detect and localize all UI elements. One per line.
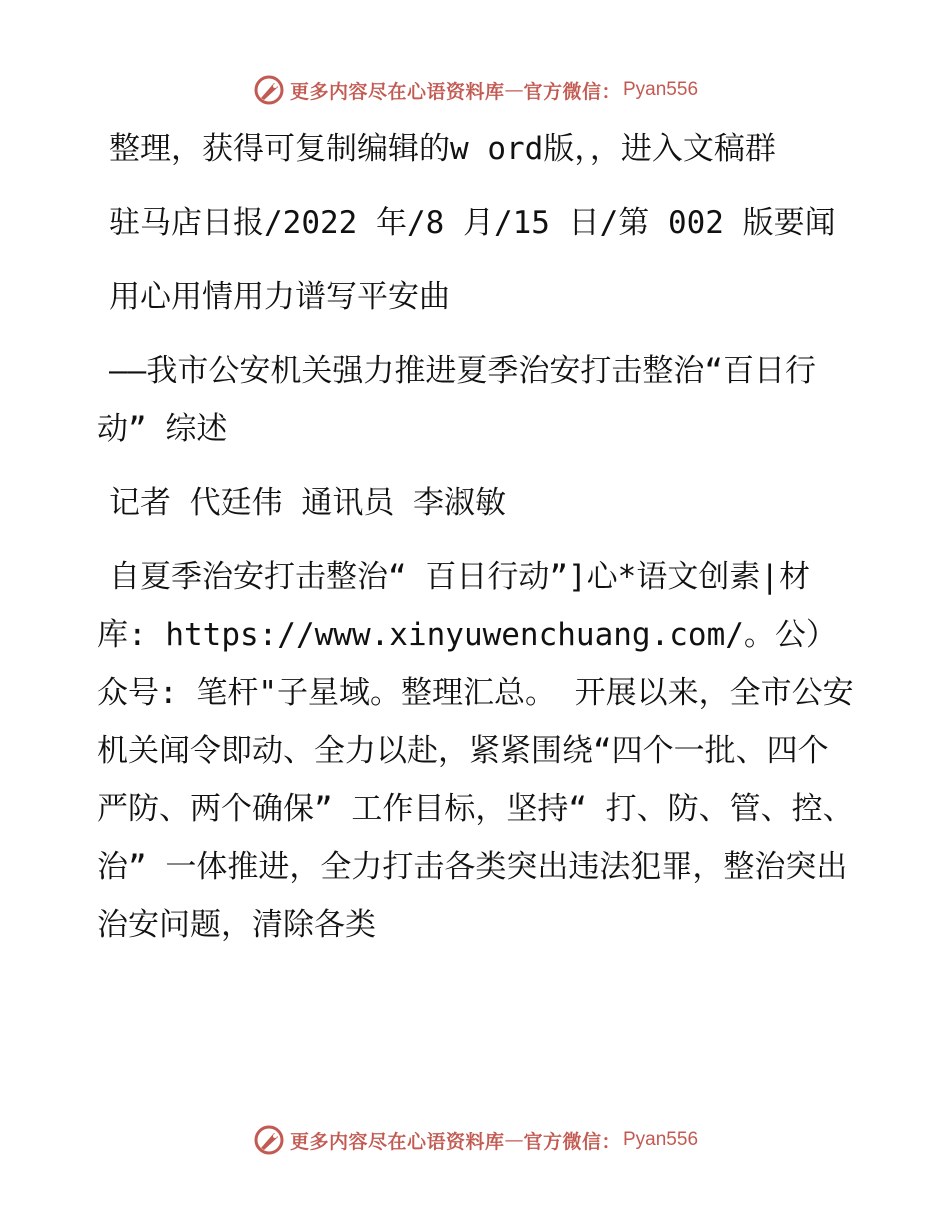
article-subtitle: ——我市公安机关强力推进夏季治安打击整治“百日行动” 综述: [97, 353, 816, 447]
watermark-text: 更多内容尽在心语资料库: [289, 80, 505, 103]
pen-nib-icon: [252, 73, 286, 107]
paragraph-intro: 整理，获得可复制编辑的w ord版，，进入文稿群: [109, 131, 776, 167]
article-body: 自夏季治安打击整治“ 百日行动”]心*语文创素|材库: https://www.xinyuwenchuang.com/。公）众号: 笔杆"子星域。整理汇总。 开展以来，全市公安机关闻令即动、全力以赴，紧紧围绕“四个一批、四个严防、两个确保” 工作目标，坚持“ 打、防、管、控、治” 一体推进，全力打击各类突出违法犯罪，整治突出治安问题，清除各类: [97, 559, 854, 943]
pen-nib-icon: [252, 1123, 286, 1157]
paragraph-source: 驻马店日报/2022 年/8 月/15 日/第 002 版要闻: [109, 205, 836, 241]
watermark-wechat-label: 官方微信：: [523, 80, 621, 103]
document-body: [97, 120, 857, 970]
article-title: 用心用情用力谱写平安曲: [109, 279, 450, 315]
watermark-banner-top: [0, 70, 950, 110]
watermark-separator: —: [504, 1129, 524, 1151]
watermark-separator: —: [504, 79, 524, 101]
watermark-wechat-id: Pyan556: [623, 79, 699, 100]
watermark-banner-bottom: [0, 1120, 950, 1160]
watermark-wechat-label: 官方微信：: [523, 1130, 621, 1153]
watermark-text: 更多内容尽在心语资料库: [289, 1130, 505, 1153]
article-byline: 记者 代廷伟 通讯员 李淑敏: [109, 485, 506, 521]
watermark-wechat-id: Pyan556: [623, 1129, 699, 1150]
